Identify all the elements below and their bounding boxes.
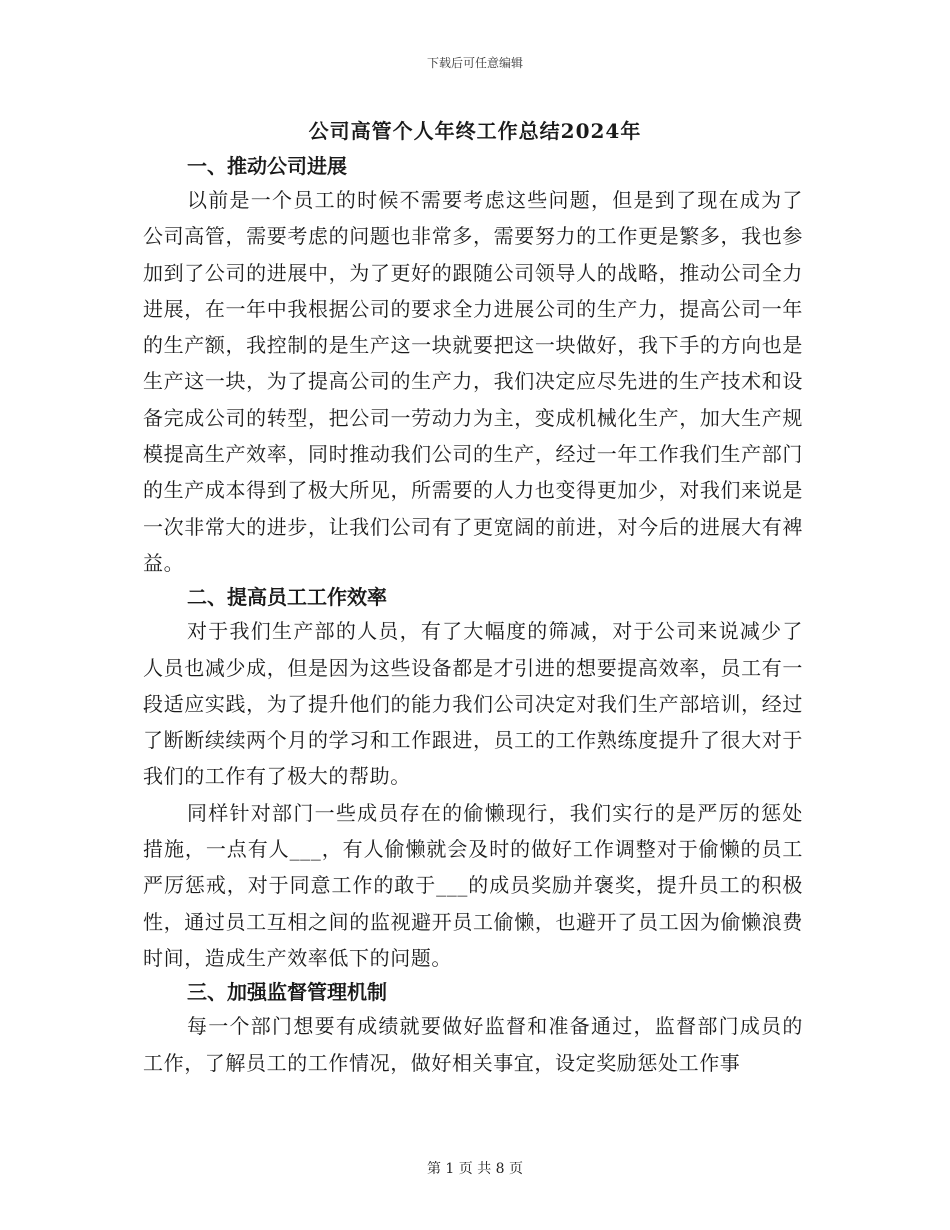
document-title: 公司高管个人年终工作总结2024年 xyxy=(308,119,642,143)
section-1 xyxy=(143,150,803,581)
section-heading: 三、加强监督管理机制 xyxy=(187,980,387,1005)
paragraph: 每一个部门想要有成绩就要做好监督和准备通过，监督部门成员的工作，了解员工的工作情况，做好相关事宜，设定奖励惩处工作事 xyxy=(143,1014,803,1075)
paragraph: 同样针对部门一些成员存在的偷懒现行，我们实行的是严厉的惩处措施，一点有人___，有人偷懒就会及时的做好工作调整对于偷懒的员工严厉惩戒，对于同意工作的敢于___的成员奖励并褒奖，提升员工的积极性，通过员工互相之间的监视避开员工偷懒，也避开了员工因为偷懒浪费时间，造成生产效率低下的问题。 xyxy=(143,800,803,970)
section-heading: 一、推动公司进展 xyxy=(187,154,347,178)
page-footer: 第 1 页 共 8 页 xyxy=(426,1161,524,1177)
header-note: 下载后可任意编辑 xyxy=(426,56,523,70)
paragraph: 对于我们生产部的人员，有了大幅度的筛减，对于公司来说减少了人员也减少成，但是因为这些设备都是才引进的想要提高效率，员工有一段适应实践，为了提升他们的能力我们公司决定对我们生产部培训，经过了断断续续两个月的学习和工作跟进，员工的工作熟练度提升了很大对于我们的工作有了极大的帮助。 xyxy=(143,619,803,789)
document-body xyxy=(143,150,803,1081)
paragraph: 以前是一个员工的时候不需要考虑这些问题，但是到了现在成为了公司高管，需要考虑的问题也非常多，需要努力的工作更是繁多，我也参加到了公司的进展中，为了更好的跟随公司领导人的战略，推动公司全力进展，在一年中我根据公司的要求全力进展公司的生产力，提高公司一年的生产额，我控制的是生产这一块就要把这一块做好，我下手的方向也是生产这一块，为了提高公司的生产力，我们决定应尽先进的生产技术和设备完成公司的转型，把公司一劳动力为主，变成机械化生产，加大生产规模提高生产效率，同时推动我们公司的生产，经过一年工作我们生产部门的生产成本得到了极大所见，所需要的人力也变得更加少，对我们来说是一次非常大的进步，让我们公司有了更宽阔的前进，对今后的进展大有裨益。 xyxy=(143,188,803,575)
section-3 xyxy=(143,976,803,1081)
section-heading: 二、提高员工工作效率 xyxy=(187,585,387,610)
section-2 xyxy=(143,581,803,976)
